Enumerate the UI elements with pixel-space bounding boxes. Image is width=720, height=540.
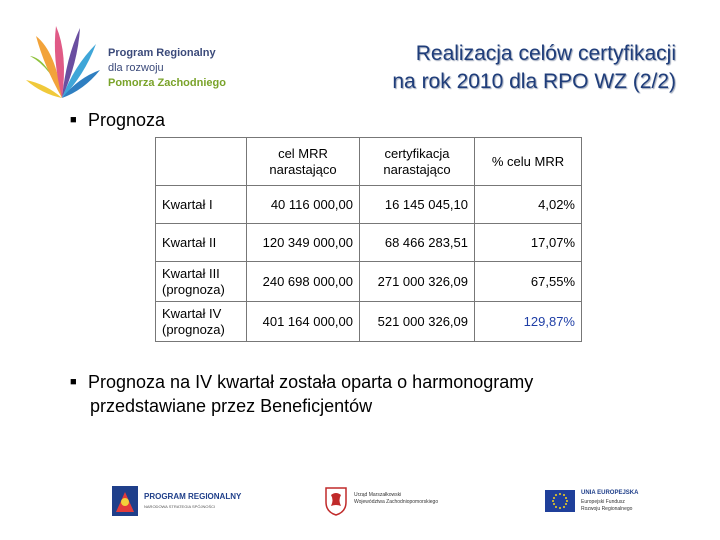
certification-table [155,137,582,342]
row-label [156,224,247,262]
bullet-prognoza [70,110,165,131]
logo-text [108,46,226,91]
row-label [156,302,247,342]
cell-cert: 68 466 283,51 [360,224,475,262]
row-label-sub: (prognoza) [162,281,225,297]
footer-logo-urzad [324,484,464,520]
logo-line-2: dla rozwoju [108,62,164,74]
bullet-icon: ■ [70,376,77,388]
bullet-prognoza-text: Prognoza [88,110,166,130]
header-empty [156,138,247,186]
nss-flag-icon [112,486,138,516]
row-label-text: Kwartał II [162,234,217,250]
cell-cel: 40 116 000,00 [247,186,360,224]
row-label [156,186,247,224]
cell-cel: 120 349 000,00 [247,224,360,262]
header-cel-mrr: cel MRR narastająco [247,138,360,186]
cell-pct-highlight: 129,87% [475,302,582,342]
row-label-sub: (prognoza) [162,321,225,337]
bullet-note-line-2: przedstawiane przez Beneficjentów [90,396,373,416]
footer-right-line-3: Rozwoju Regionalnego [581,506,633,512]
footer-left-title: PROGRAM REGIONALNY [144,492,242,501]
footer-logo-program [112,484,242,520]
cell-cert: 521 000 326,09 [360,302,475,342]
cell-pct: 67,55% [475,262,582,302]
footer-right-title: UNIA EUROPEJSKA [581,490,639,496]
row-label-text: Kwartał III [162,265,220,281]
cell-cel: 240 698 000,00 [247,262,360,302]
coat-of-arms-icon [324,486,348,516]
table-row [156,186,582,224]
logo-line-3: Pomorza Zachodniego [108,77,226,89]
bullet-note [70,370,533,418]
title-line-1: Realizacja celów certyfikacji [415,42,676,65]
row-label-text: Kwartał I [162,196,213,212]
footer-center-line-2: Województwa Zachodniopomorskiego [354,499,439,505]
cell-cert: 271 000 326,09 [360,262,475,302]
footer-center-line-1: Urząd Marszałkowski [354,492,402,498]
table-row [156,302,582,342]
cell-cel: 401 164 000,00 [247,302,360,342]
bullet-icon: ■ [70,114,77,126]
slide-title [392,40,676,96]
row-label [156,262,247,302]
cell-pct: 4,02% [475,186,582,224]
row-label-text: Kwartał IV [162,305,222,321]
program-logo [22,18,232,108]
table-header-row [156,138,582,186]
leaves-logo-icon [22,18,104,108]
header-certyfikacja: certyfikacja narastająco [360,138,475,186]
title-line-2: na rok 2010 dla RPO WZ (2/2) [392,70,676,93]
footer-right-line-2: Europejski Fundusz [581,499,625,505]
table-row [156,224,582,262]
cell-pct: 17,07% [475,224,582,262]
table-row [156,262,582,302]
eu-flag-icon [545,490,575,512]
header-pct: % celu MRR [475,138,582,186]
logo-line-1: Program Regionalny [108,47,216,59]
footer-logo-ue [545,484,655,520]
bullet-note-line-1: Prognoza na IV kwartał została oparta o harmonogramy [88,372,534,392]
footer-left-sub: NARODOWA STRATEGIA SPÓJNOŚCI [144,504,216,509]
cell-cert: 16 145 045,10 [360,186,475,224]
